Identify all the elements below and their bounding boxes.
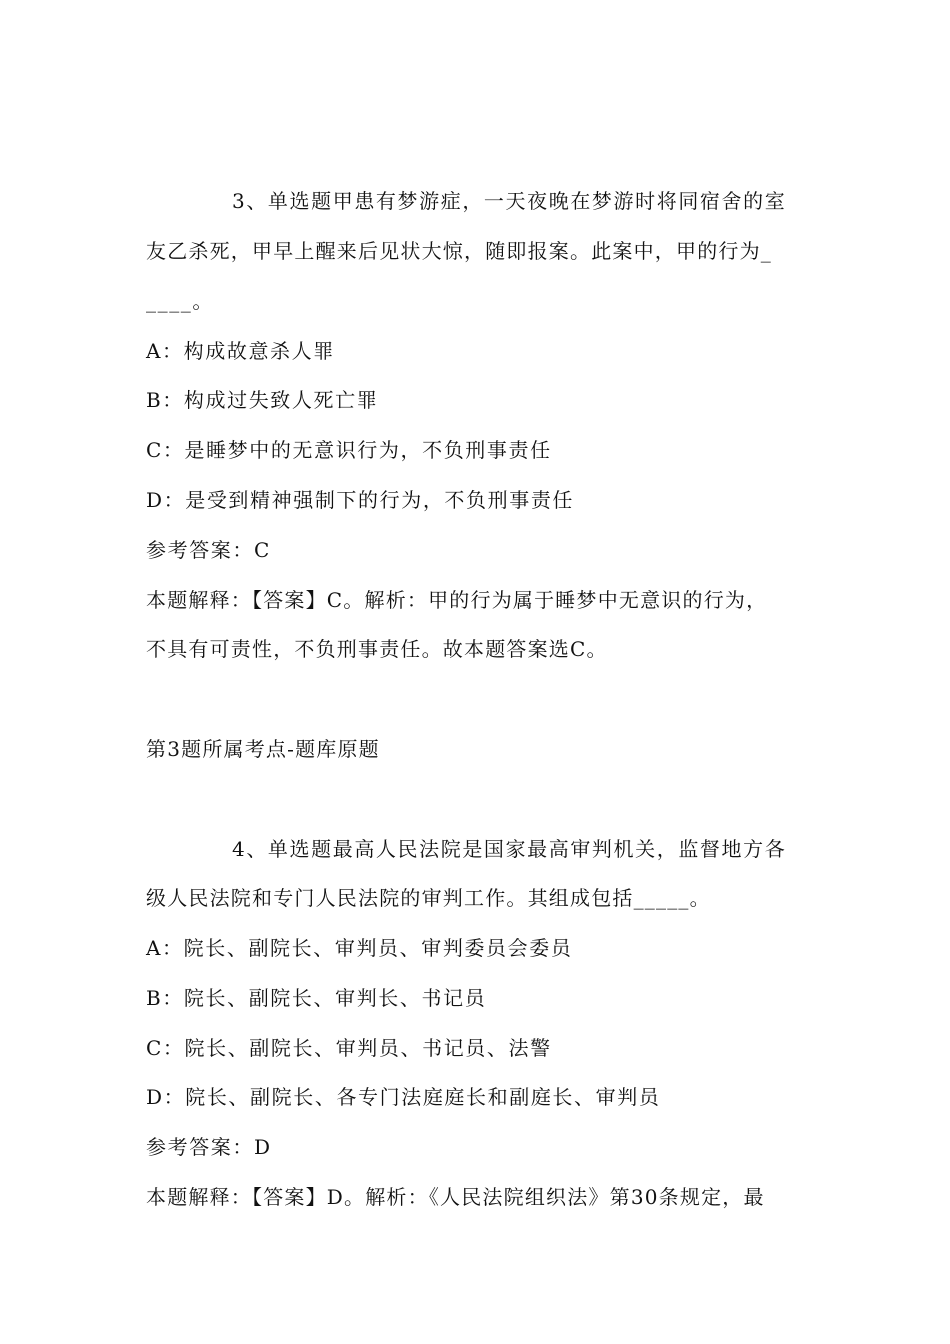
- question-4-option-c: C：院长、副院长、审判员、书记员、法警: [146, 1036, 552, 1060]
- question-4-option-a: A：院长、副院长、审判员、审判委员会委员: [146, 936, 573, 960]
- question-3-option-c: C：是睡梦中的无意识行为，不负刑事责任: [146, 438, 552, 462]
- question-3-stem-line-2: 友乙杀死，甲早上醒来后见状大惊，随即报案。此案中，甲的行为_: [146, 239, 772, 263]
- question-3-option-b: B：构成过失致人死亡罪: [146, 388, 379, 412]
- question-3-explanation-line-2: 不具有可责性，不负刑事责任。故本题答案选C。: [146, 637, 608, 661]
- question-4-option-b: B：院长、副院长、审判长、书记员: [146, 986, 487, 1010]
- question-3-option-a: A：构成故意杀人罪: [146, 339, 335, 363]
- question-3-topic: 第3题所属考点-题库原题: [146, 737, 380, 761]
- question-3-answer: 参考答案：C: [146, 538, 271, 562]
- question-3-option-d: D：是受到精神强制下的行为，不负刑事责任: [146, 488, 575, 512]
- question-3-stem-line-1: 3、单选题甲患有梦游症，一天夜晚在梦游时将同宿舍的室: [232, 189, 787, 213]
- question-4-stem-line-1: 4、单选题最高人民法院是国家最高审判机关，监督地方各: [232, 837, 787, 861]
- question-3-stem-line-3: ____。: [146, 289, 214, 313]
- question-4-option-d: D：院长、副院长、各专门法庭庭长和副庭长、审判员: [146, 1085, 661, 1109]
- question-4-stem-line-2: 级人民法院和专门人民法院的审判工作。其组成包括_____。: [146, 886, 711, 910]
- question-3-explanation-line-1: 本题解释：【答案】C。解析：甲的行为属于睡梦中无意识的行为，: [146, 588, 768, 612]
- question-4-answer: 参考答案：D: [146, 1135, 272, 1159]
- question-4-explanation-line-1: 本题解释：【答案】D。解析：《人民法院组织法》第30条规定，最: [146, 1185, 765, 1209]
